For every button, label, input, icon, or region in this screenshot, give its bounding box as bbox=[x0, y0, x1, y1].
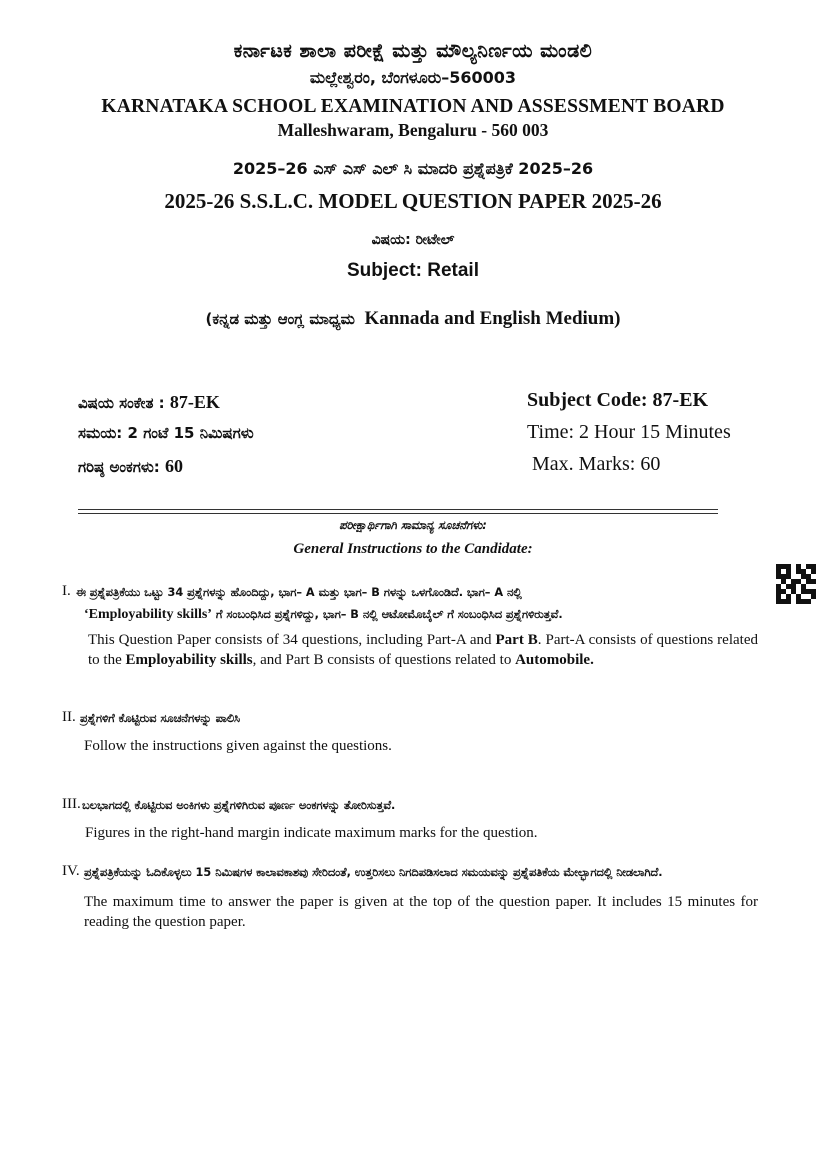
instruction-text-kannada: ಪ್ರಶ್ನೆಗಳಿಗೆ ಕೊಟ್ಟಿರುವ ಸೂಚನೆಗಳನ್ನು ಪಾಲಿಸಿ bbox=[80, 712, 241, 725]
marks-value: 60 bbox=[165, 456, 184, 476]
document-header bbox=[0, 40, 826, 330]
instruction-text-kannada-2 bbox=[76, 604, 758, 626]
time-value-kannada: 2 ಗಂಟೆ 15 ನಿಮಿಷಗಳು bbox=[127, 424, 254, 442]
part-b-emphasis: Part B bbox=[495, 632, 538, 648]
medium-line bbox=[0, 308, 826, 330]
board-address-kannada: ಮಲ್ಲೇಶ್ವರಂ, ಬೆಂಗಳೂರು–560003 bbox=[309, 68, 517, 87]
time-label-kannada: ಸಮಯ: bbox=[78, 424, 123, 442]
instruction-text-english: The maximum time to answer the paper is given at the top of the question paper. It includes 15 minutes for reading the question paper. bbox=[84, 894, 758, 930]
medium-kannada: (ಕನ್ನಡ ಮತ್ತು ಆಂಗ್ಲ ಮಾಧ್ಯಮ bbox=[205, 310, 355, 328]
meta-row-time bbox=[78, 421, 768, 454]
time-kannada bbox=[78, 424, 254, 442]
instructions-heading bbox=[0, 518, 826, 558]
instruction-english-part3: , and Part B consists of questions related to bbox=[252, 652, 516, 668]
subject-english: Subject: Retail bbox=[347, 260, 479, 281]
instruction-text-english bbox=[76, 630, 758, 670]
board-name-kannada: ಕರ್ನಾಟಕ ಶಾಲಾ ಪರೀಕ್ಷೆ ಮತ್ತು ಮೌಲ್ಯನಿರ್ಣಯ ಮಂಡಲಿ bbox=[233, 40, 593, 62]
instructions-heading-kannada: ಪರೀಕ್ಷಾರ್ಥಿಗಾಗಿ ಸಾಮಾನ್ಯ ಸೂಚನೆಗಳು: bbox=[339, 518, 487, 532]
subject-code-value: 87-EK bbox=[169, 392, 220, 412]
time-english: Time: 2 Hour 15 Minutes bbox=[527, 421, 731, 443]
instruction-number: I. bbox=[62, 583, 71, 599]
instruction-english-part2: . Part-A consists of questions related to the bbox=[88, 632, 758, 668]
meta-row-code bbox=[78, 389, 768, 422]
marks-kannada bbox=[78, 456, 183, 477]
instruction-item bbox=[62, 795, 758, 843]
instruction-number: II. bbox=[62, 709, 76, 725]
employability-emphasis: Employability skills bbox=[125, 652, 253, 668]
marks-english: Max. Marks: 60 bbox=[532, 453, 661, 475]
meta-row-marks bbox=[78, 453, 768, 486]
instruction-text-english: Follow the instructions given against the questions. bbox=[84, 738, 392, 754]
paper-title-kannada: 2025–26 ಎಸ್ ಎಸ್ ಎಲ್ ಸಿ ಮಾದರಿ ಪ್ರಶ್ನೆಪತ್ರಿಕೆ 2025–26 bbox=[232, 159, 594, 178]
instruction-english-part1: This Question Paper consists of 34 questions, including Part-A and bbox=[88, 632, 496, 648]
subject-kannada: ವಿಷಯ: ರೀಟೇಲ್ bbox=[371, 232, 455, 248]
paper-title-english: 2025-26 S.S.L.C. MODEL QUESTION PAPER 2025-26 bbox=[164, 189, 662, 213]
medium-english: Kannada and English Medium) bbox=[364, 308, 621, 329]
board-address-english: Malleshwaram, Bengaluru - 560 003 bbox=[277, 120, 549, 140]
subject-code-english: Subject Code: 87-EK bbox=[527, 389, 709, 411]
instruction-text-kannada: ಪ್ರಶ್ನೆಪತ್ರಿಕೆಯನ್ನು ಓದಿಕೊಳ್ಳಲು 15 ನಿಮಿಷಗಳ ಕಾಲಾವಕಾಶವು ಸೇರಿದಂತೆ, ಉತ್ತರಿಸಲು ನಿಗದಿಪಡಿಸಲಾದ ಸಮಯವನ್ನು ಪ್ರಶ್ನೆಪತಿಕೆಯ ಮೇಲ್ಭಾಗದಲ್ಲಿ ನೀಡಲಾಗಿದೆ. bbox=[84, 866, 663, 879]
instruction-kannada-line1: ಈ ಪ್ರಶ್ನೆಪತ್ರಿಕೆಯು ಒಟ್ಟು 34 ಪ್ರಶ್ನೆಗಳನ್ನು ಹೊಂದಿದ್ದು, ಭಾಗ– A ಮತ್ತು ಭಾಗ– B ಗಳನ್ನು ಒಳಗೊಂಡಿದೆ. ಭಾಗ– A ನಲ್ಲಿ bbox=[76, 586, 522, 599]
board-name-english: KARNATAKA SCHOOL EXAMINATION AND ASSESSMENT BOARD bbox=[101, 96, 725, 117]
instruction-item bbox=[62, 708, 758, 756]
qr-code-icon bbox=[776, 564, 816, 604]
instruction-text-english: Figures in the right-hand margin indicate maximum marks for the question. bbox=[85, 825, 538, 841]
instruction-number: III. bbox=[62, 796, 81, 812]
instruction-kannada-line2: ಗೆ ಸಂಬಂಧಿಸಿದ ಪ್ರಶ್ನೆಗಳಿದ್ದು, ಭಾಗ– B ನಲ್ಲಿ ಆಟೋಮೊಬೈಲ್ ಗೆ ಸಂಬಂಧಿಸಿದ ಪ್ರಶ್ನೆಗಳಿರುತ್ತವೆ. bbox=[211, 608, 563, 621]
subject-code-label-kannada: ವಿಷಯ ಸಂಕೇತ : bbox=[78, 394, 165, 412]
instruction-text-kannada: ಬಲಭಾಗದಲ್ಲಿ ಕೊಟ್ಟಿರುವ ಅಂಕಿಗಳು ಪ್ರಶ್ನೆಗಳಿಗಿರುವ ಪೂರ್ಣ ಅಂಕಗಳನ್ನು ತೋರಿಸುತ್ತವೆ. bbox=[82, 799, 396, 812]
qr-module bbox=[811, 599, 816, 604]
marks-label-kannada: ಗರಿಷ್ಠ ಅಂಕಗಳು: bbox=[78, 458, 160, 476]
instruction-item bbox=[62, 862, 758, 932]
subject-code-kannada bbox=[78, 392, 220, 413]
instruction-text-kannada bbox=[76, 582, 758, 604]
separator-rule-top bbox=[78, 509, 718, 510]
automobile-emphasis: Automobile. bbox=[515, 652, 594, 668]
instruction-item bbox=[62, 582, 758, 670]
instructions-heading-english: General Instructions to the Candidate: bbox=[293, 541, 533, 557]
separator-rule-bottom bbox=[78, 513, 718, 514]
instruction-number: IV. bbox=[62, 863, 80, 879]
employability-skills-emphasis: ‘Employability skills’ bbox=[84, 607, 212, 622]
